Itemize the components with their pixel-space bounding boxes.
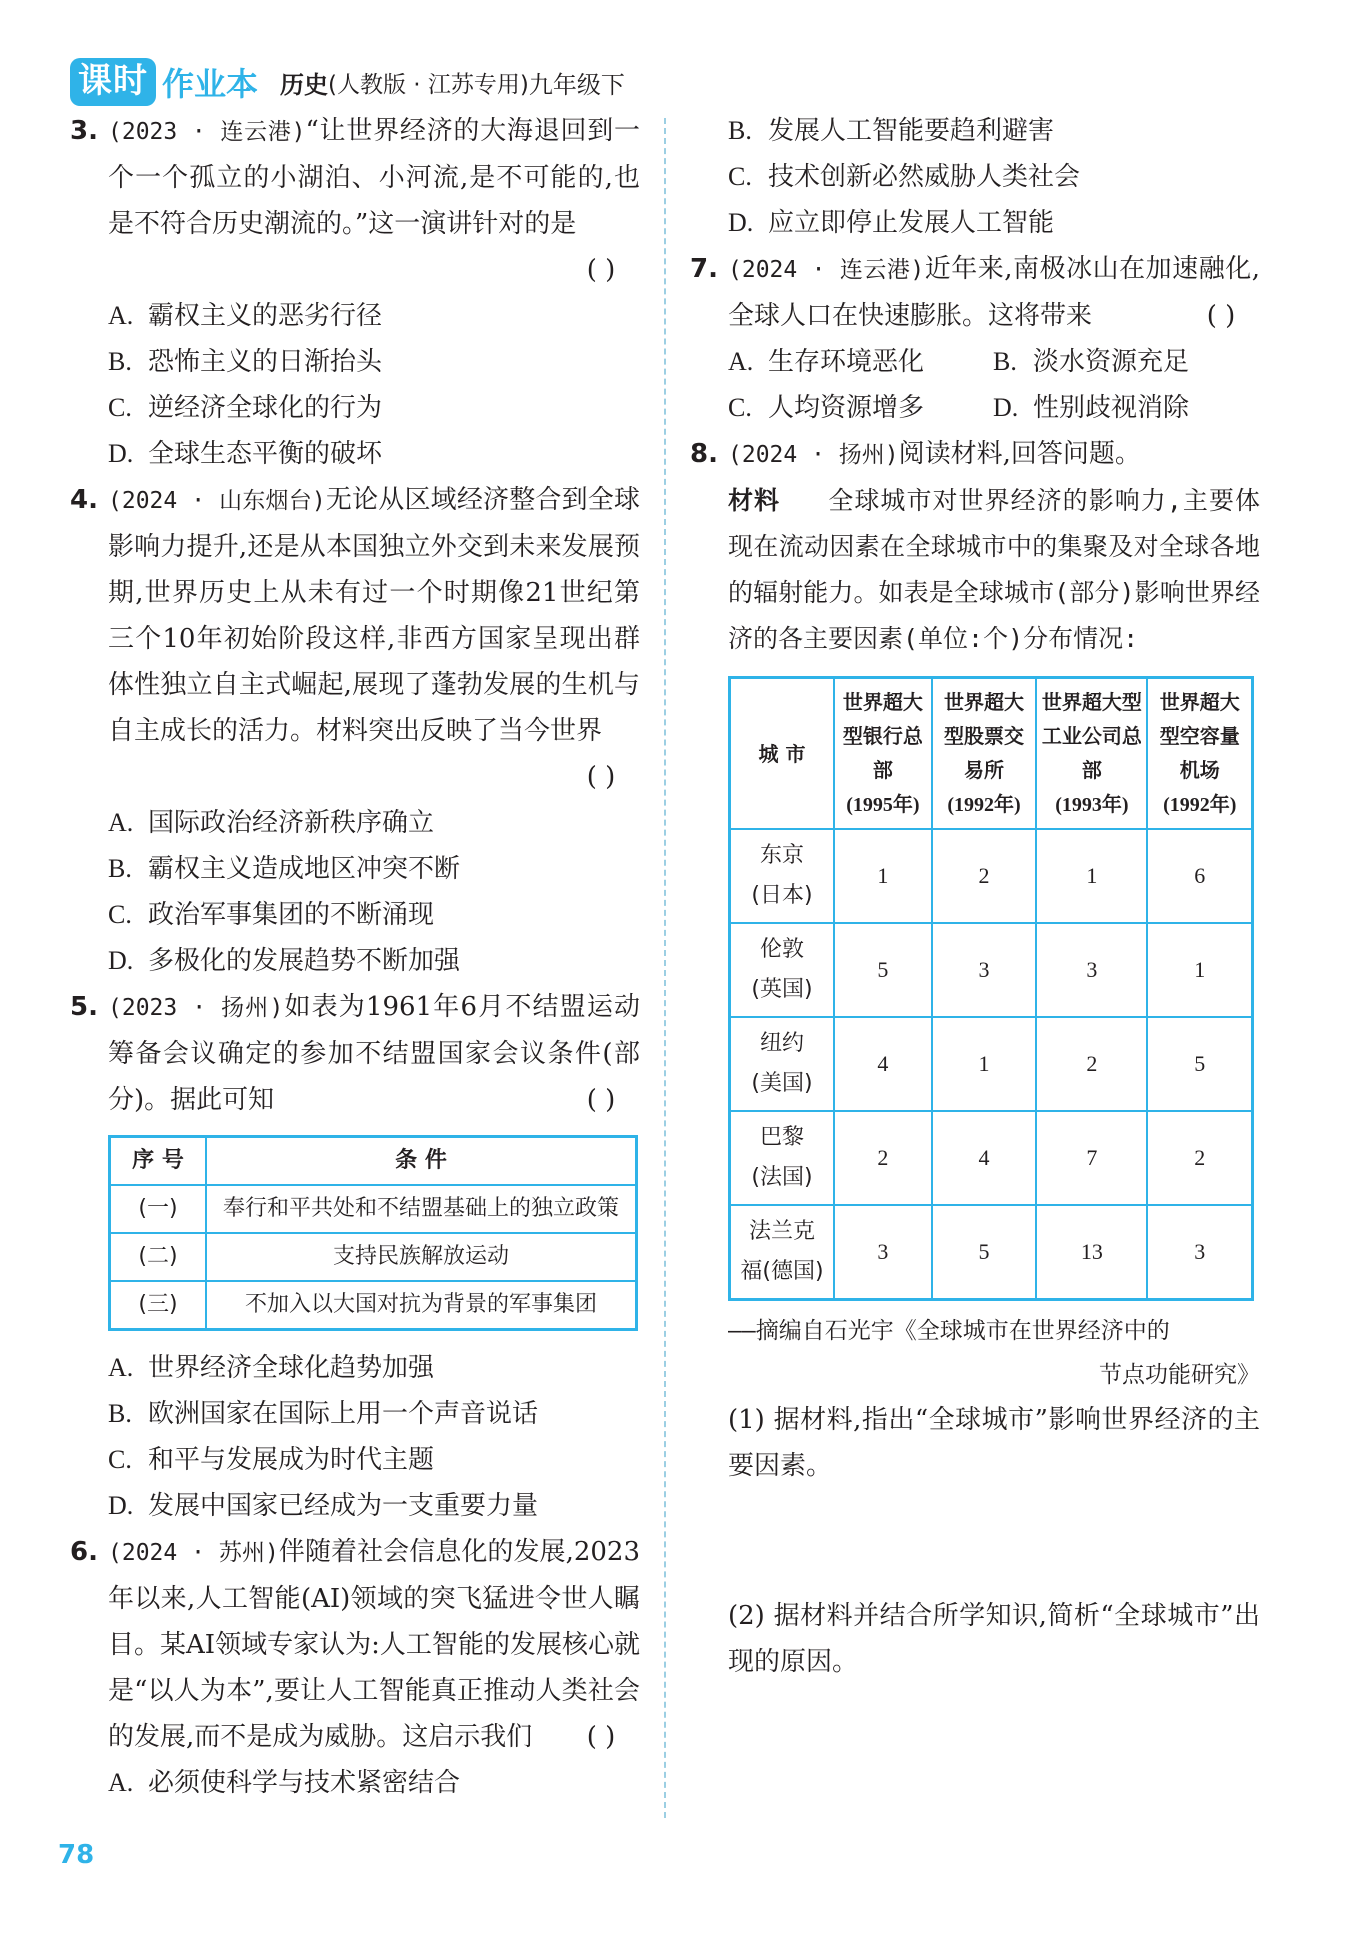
table-cell: 4 (834, 1017, 932, 1111)
answer-blank[interactable]: ( ) (586, 1722, 616, 1752)
question-text: 近年来,南极冰山在加速融化,全球人口在快速膨胀。这将带来 (728, 254, 1261, 331)
table-cell: 6 (1147, 829, 1252, 923)
option-a[interactable]: A. 生存环境恶化 (728, 347, 925, 377)
table-header-row (110, 1137, 637, 1186)
page-number: 78 (58, 1840, 95, 1870)
table-cell: 1 (1036, 829, 1147, 923)
right-column (690, 108, 1260, 1685)
question-text: 阅读材料,回答问题。 (898, 439, 1141, 469)
table-cell: 3 (1147, 1205, 1252, 1300)
question-source: (2024 · 山东烟台) (108, 488, 326, 514)
table-cell: 1 (834, 829, 932, 923)
table-cell: 3 (932, 923, 1037, 1017)
question-7 (690, 246, 1260, 431)
question-number: 7. (690, 254, 718, 284)
answer-blank[interactable]: ( ) (1206, 301, 1236, 331)
option-c[interactable]: C. 技术创新必然威胁人类社会 (728, 162, 1081, 192)
table-header-cell: 世界超大型股票交易所 (1992年) (932, 678, 1037, 830)
option-b[interactable]: B. 淡水资源充足 (993, 347, 1190, 377)
city-cell: 纽约 (美国) (730, 1017, 835, 1111)
table-row (110, 1281, 637, 1330)
table-cell: 2 (834, 1111, 932, 1205)
citation-line-1: ——摘编自石光宇《全球城市在世界经济中的 (728, 1318, 1170, 1344)
material-passage (690, 478, 1260, 662)
edition-label: (人教版 · 江苏专用) (328, 71, 529, 98)
table-row (110, 1233, 637, 1281)
material-text: 全球城市对世界经济的影响力,主要体现在流动因素在全球城市中的集聚及对全球各地的辐射能力。如表是全球城市(部分)影响世界经济的各主要因素(单位:个)分布情况: (728, 486, 1260, 653)
option-a[interactable]: A. 世界经济全球化趋势加强 (108, 1353, 435, 1383)
question-text: 如表为1961年6月不结盟运动筹备会议确定的参加不结盟国家会议条件(部分)。据此可知 (108, 992, 640, 1115)
table-cell: 2 (1147, 1111, 1252, 1205)
book-logo: 课时 (70, 58, 156, 106)
table-cell: 1 (1147, 923, 1252, 1017)
city-cell: 东京 (日本) (730, 829, 835, 923)
question-text: “让世界经济的大海退回到一个一个孤立的小湖泊、小河流,是不可能的,也是不符合历史潮流的。”这一演讲针对的是 (108, 116, 641, 239)
table-cell: 3 (1036, 923, 1147, 1017)
sub-question-1: (1) 据材料,指出“全球城市”影响世界经济的主要因素。 (728, 1405, 1260, 1481)
question-text: 无论从区域经济整合到全球影响力提升,还是从本国独立外交到未来发展预期,世界历史上从未有过一个时期像21世纪第三个10年初始阶段这样,非西方国家呈现出群体性独立自主式崛起,展现了蓬勃发展的生机与自主成长的活力。材料突出反映了当今世界 (108, 485, 640, 746)
question-number: 5. (70, 992, 98, 1022)
table-cell: 奉行和平共处和不结盟基础上的独立政策 (206, 1185, 637, 1233)
subject-label: 历史 (280, 70, 329, 99)
table-cell: 2 (1036, 1017, 1147, 1111)
table-row (730, 829, 1253, 923)
table-header-cell: 世界超大型空容量机场 (1992年) (1147, 678, 1252, 830)
table-cell: (二) (110, 1233, 207, 1281)
question-3 (70, 108, 640, 477)
option-c[interactable]: C. 和平与发展成为时代主题 (108, 1445, 435, 1475)
city-cell: 巴黎 (法国) (730, 1111, 835, 1205)
global-cities-table (728, 676, 1254, 1301)
question-6-continued (690, 108, 1260, 246)
option-d[interactable]: D. 多极化的发展趋势不断加强 (108, 946, 461, 976)
question-source: (2024 · 连云港) (728, 257, 925, 283)
question-source: (2024 · 苏州) (108, 1540, 279, 1566)
table-cell: (一) (110, 1185, 207, 1233)
table-row (730, 923, 1253, 1017)
question-source: (2023 · 连云港) (108, 119, 306, 145)
question-number: 3. (70, 116, 98, 146)
option-b[interactable]: B. 欧洲国家在国际上用一个声音说话 (108, 1399, 539, 1429)
page-header (70, 56, 625, 108)
question-6 (70, 1529, 640, 1806)
sub-question-2: (2) 据材料并结合所学知识,简析“全球城市”出现的原因。 (728, 1601, 1260, 1677)
table-cell: 不加入以大国对抗为背景的军事集团 (206, 1281, 637, 1330)
table-header-row (730, 678, 1253, 830)
material-label: 材料 (728, 486, 781, 515)
table-row (730, 1017, 1253, 1111)
table-cell: 5 (1147, 1017, 1252, 1111)
table-row (730, 1111, 1253, 1205)
table-header-cell: 条 件 (206, 1137, 637, 1186)
option-a[interactable]: A. 必须使科学与技术紧密结合 (108, 1768, 461, 1798)
option-b[interactable]: B. 霸权主义造成地区冲突不断 (108, 854, 461, 884)
question-number: 4. (70, 485, 98, 515)
option-c[interactable]: C. 政治军事集团的不断涌现 (108, 900, 435, 930)
option-d[interactable]: D. 性别歧视消除 (993, 393, 1190, 423)
conditions-table (108, 1135, 638, 1331)
option-d[interactable]: D. 应立即停止发展人工智能 (728, 208, 1055, 238)
question-source: (2024 · 扬州) (728, 442, 899, 468)
table-cell: 支持民族解放运动 (206, 1233, 637, 1281)
city-cell: 法兰克 福(德国) (730, 1205, 835, 1300)
option-c[interactable]: C. 人均资源增多 (728, 393, 925, 423)
answer-blank[interactable]: ( ) (586, 762, 616, 792)
option-d[interactable]: D. 发展中国家已经成为一支重要力量 (108, 1491, 539, 1521)
question-number: 8. (690, 439, 718, 469)
question-4 (70, 477, 640, 984)
table-header-cell: 世界超大型银行总部 (1995年) (834, 678, 932, 830)
table-cell: 13 (1036, 1205, 1147, 1300)
table-cell: 2 (932, 829, 1037, 923)
option-b[interactable]: B. 发展人工智能要趋利避害 (728, 116, 1055, 146)
citation (690, 1309, 1260, 1397)
table-row (110, 1185, 637, 1233)
question-text: 伴随着社会信息化的发展,2023年以来,人工智能(AI)领域的突飞猛进令世人瞩目。某AI领域专家认为:人工智能的发展核心就是“以人为本”,要让人工智能真正推动人类社会的发展,而不是成为威胁。这启示我们 (108, 1537, 640, 1752)
table-cell: 3 (834, 1205, 932, 1300)
table-cell: (三) (110, 1281, 207, 1330)
table-row (730, 1205, 1253, 1300)
table-cell: 1 (932, 1017, 1037, 1111)
table-header-cell: 世界超大型工业公司总部 (1993年) (1036, 678, 1147, 830)
book-title: 作业本 (162, 65, 259, 103)
table-cell: 5 (932, 1205, 1037, 1300)
citation-line-2: 节点功能研究》 (1099, 1362, 1260, 1388)
answer-space-1[interactable] (690, 1489, 1260, 1593)
question-8 (690, 431, 1260, 478)
column-divider (664, 118, 666, 1818)
city-cell: 伦敦 (英国) (730, 923, 835, 1017)
question-source: (2023 · 扬州) (108, 995, 284, 1021)
left-column (70, 108, 640, 1806)
answer-blank[interactable]: ( ) (586, 1085, 616, 1115)
option-c[interactable]: C. 逆经济全球化的行为 (108, 393, 383, 423)
table-cell: 5 (834, 923, 932, 1017)
question-number: 6. (70, 1537, 98, 1567)
option-a[interactable]: A. 霸权主义的恶劣行径 (108, 301, 383, 331)
grade-label: 九年级下 (528, 70, 625, 99)
table-cell: 7 (1036, 1111, 1147, 1205)
answer-blank[interactable]: ( ) (586, 255, 616, 285)
table-header-cell: 序 号 (110, 1137, 207, 1186)
option-b[interactable]: B. 恐怖主义的日渐抬头 (108, 347, 383, 377)
table-cell: 4 (932, 1111, 1037, 1205)
option-a[interactable]: A. 国际政治经济新秩序确立 (108, 808, 435, 838)
table-header-cell: 城 市 (730, 678, 835, 830)
option-d[interactable]: D. 全球生态平衡的破坏 (108, 439, 383, 469)
question-5 (70, 984, 640, 1529)
